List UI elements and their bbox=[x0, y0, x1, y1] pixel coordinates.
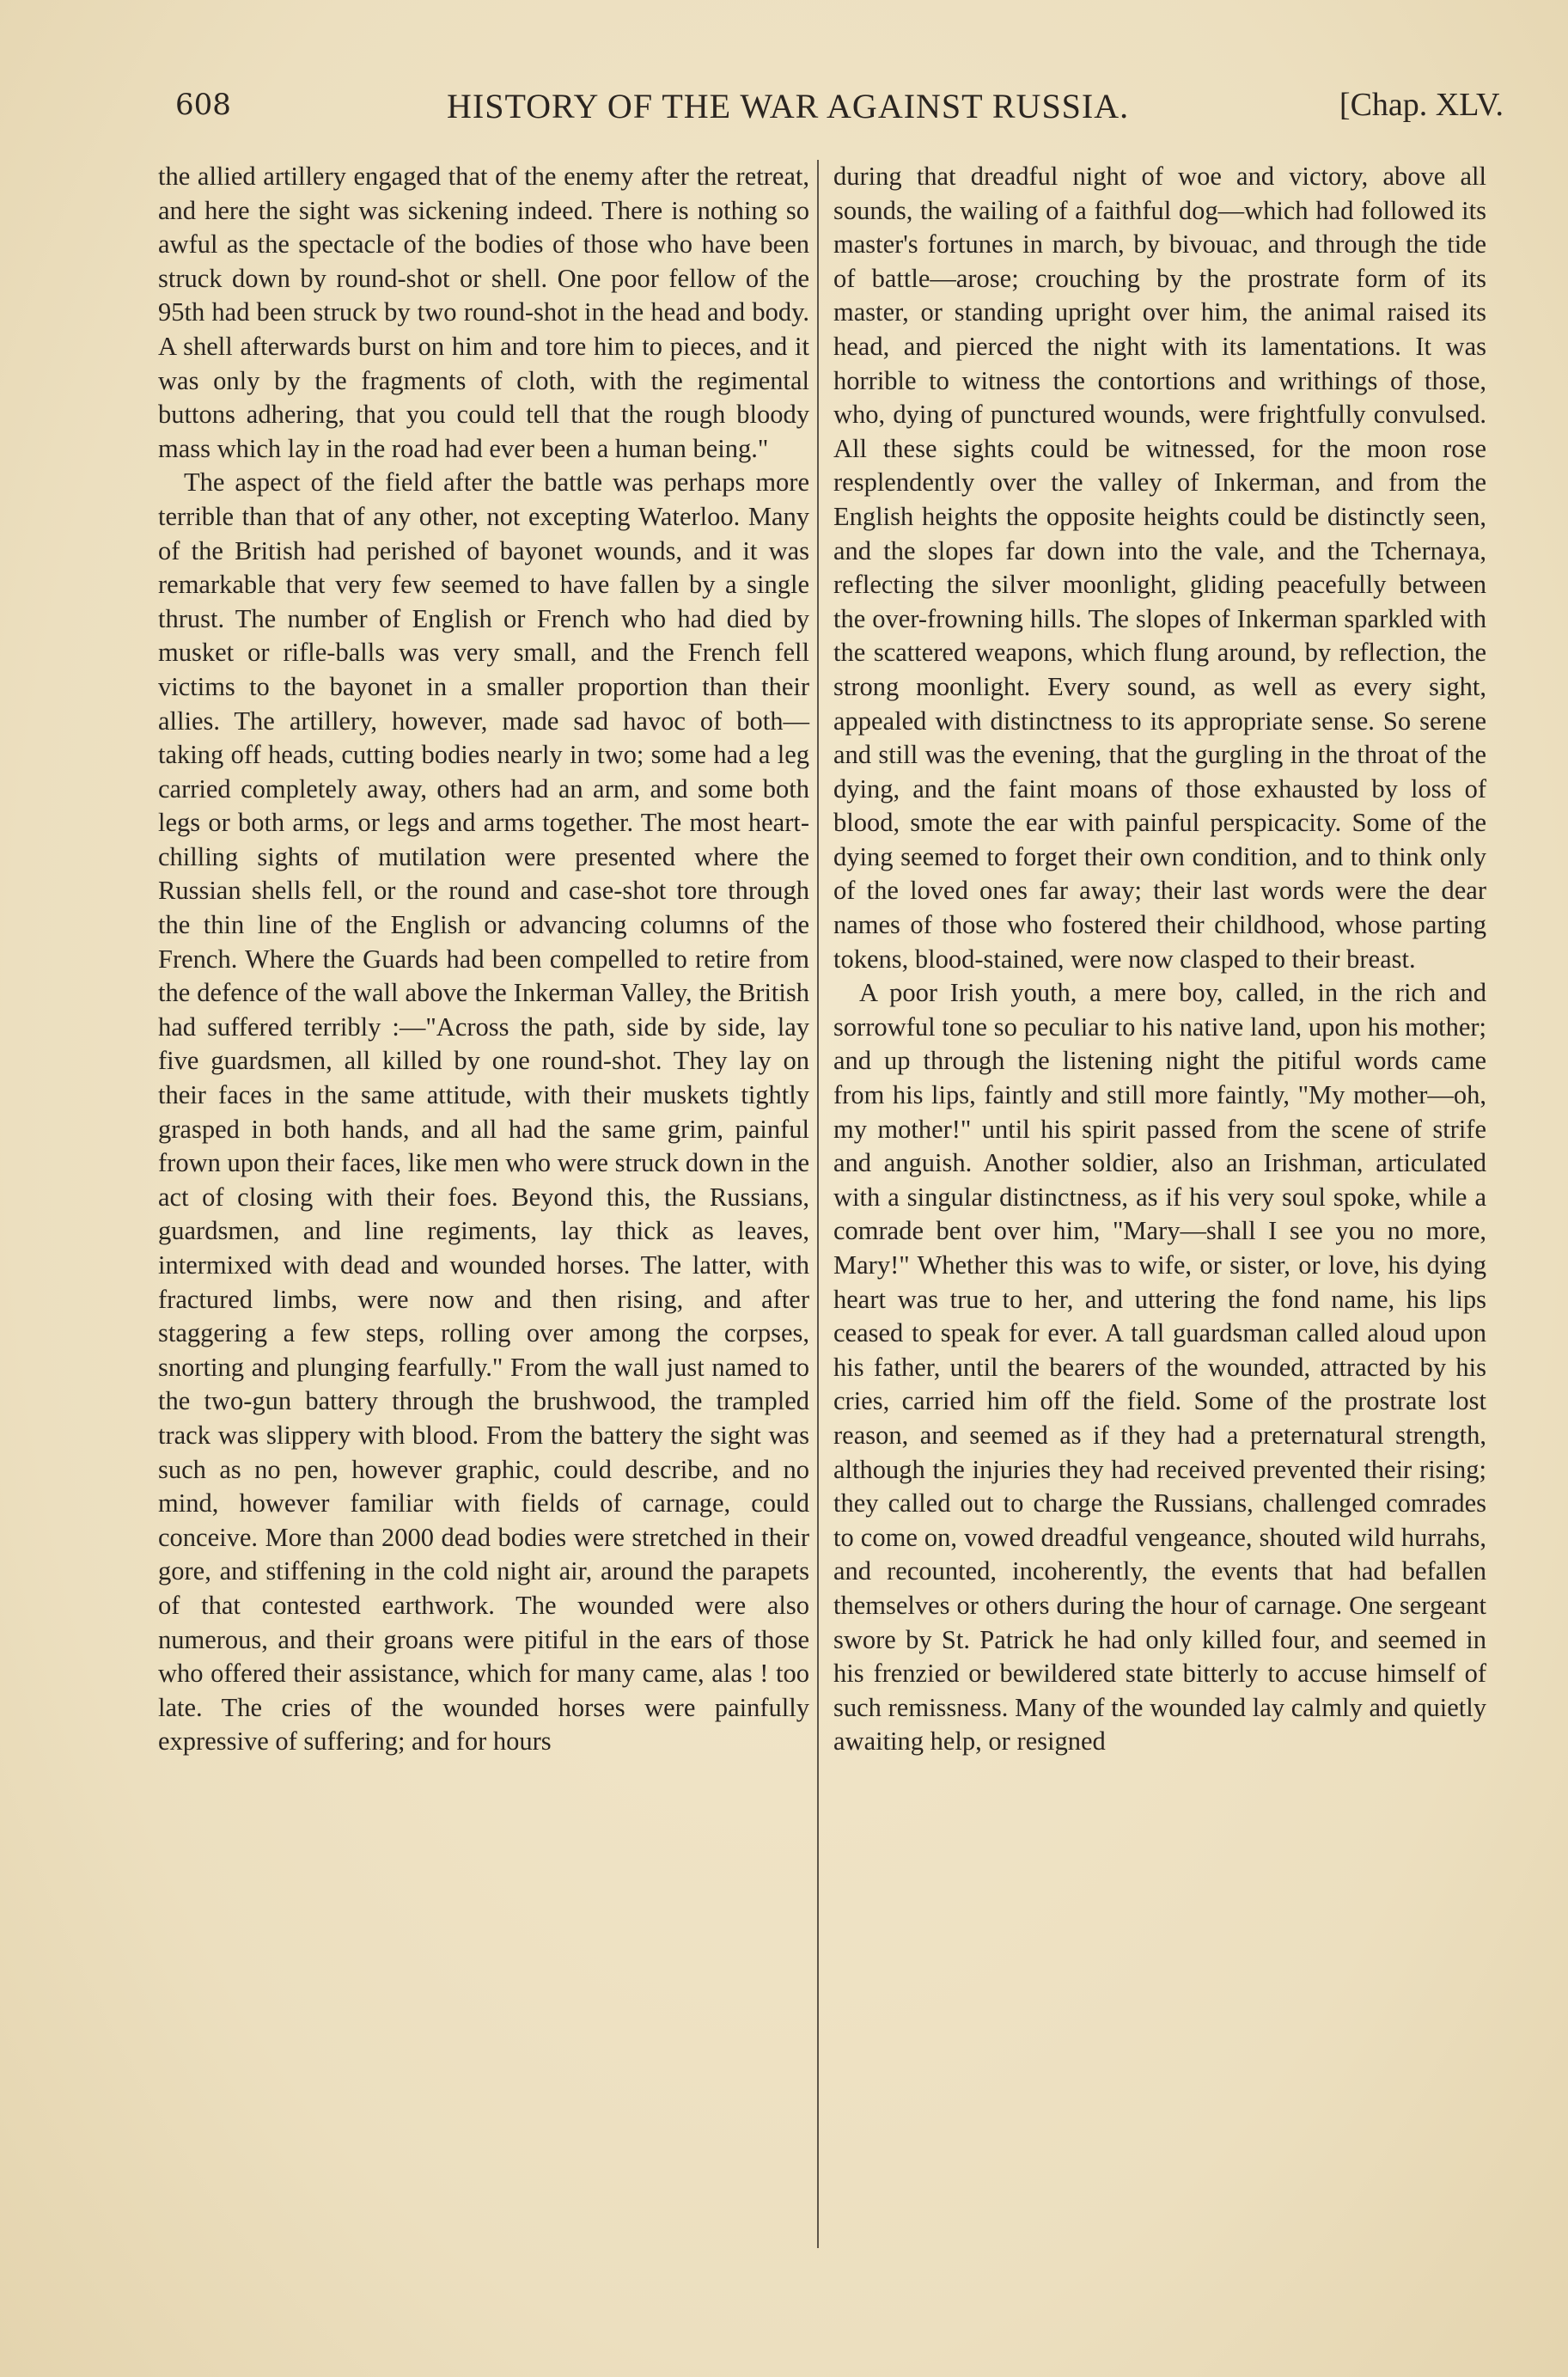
running-title: HISTORY OF THE WAR AGAINST RUSSIA. bbox=[447, 87, 1130, 125]
column-divider bbox=[817, 160, 819, 2248]
running-header bbox=[163, 76, 1504, 136]
paragraph: The aspect of the field after the battle was perhaps more terrible than that of any other, not excepting Waterloo. Many of the British had perished of bayonet wounds, and it was remarkable that very few seemed to have fallen by a single thrust. The number of English or French who had died by musket or rifle-balls was very small, and the French fell victims to the bayonet in a smaller proportion than their allies. The artillery, however, made sad havoc of both—taking off heads, cutting bodies nearly in two; some had a leg carried completely away, others had an arm, and some both legs or both arms, or legs and arms together. The most heart-chilling sights of mutilation were presented where the Russian shells fell, or the round and case-shot tore through the thin line of the English or advancing columns of the French. Where the Guards had been compelled to retire from the defence of the wall above the Inkerman Valley, the British had suffered terribly :—"Across the path, side by side, lay five guardsmen, all killed by one round-shot. They lay on their faces in the same attitude, with their muskets tightly grasped in both hands, and all had the same grim, painful frown upon their faces, like men who were struck down in the act of closing with their foes. Beyond this, the Russians, guardsmen, and line regiments, lay thick as leaves, intermixed with dead and wounded horses. The latter, with fractured limbs, were now and then rising, and after staggering a few steps, rolling over among the corpses, snorting and plunging fearfully." From the wall just named to the two-gun battery through the brushwood, the trampled track was slippery with blood. From the battery the sight was such as no pen, however graphic, could describe, and no mind, however familiar with fields of carnage, could conceive. More than 2000 dead bodies were stretched in their gore, and stiffening in the cold night air, around the parapets of that contested earthwork. The wounded were also numerous, and their groans were pitiful in the ears of those who offered their assistance, which for many came, alas ! too late. The cries of the wounded horses were painfully expressive of suffering; and for hours bbox=[158, 467, 809, 1757]
left-column bbox=[158, 160, 809, 1759]
paragraph: A poor Irish youth, a mere boy, called, in the rich and sorrowful tone so peculiar to his native land, upon his mother; and up through the listening night the pitiful words came from his lips, faintly and still more faintly, "My mother—oh, my mother!" until his spirit passed from the scene of strife and anguish. Another soldier, also an Irishman, articulated with a singular distinctness, as if his very soul spoke, while a comrade bent over him, "Mary—shall I see you no more, Mary!" Whether this was to wife, or sister, or love, his dying heart was true to her, and uttering the fond name, his lips ceased to speak for ever. A tall guardsman called aloud upon his father, until the bearers of the wounded, attracted by his cries, carried him off the field. Some of the prostrate lost reason, and seemed as if they had a preternatural strength, although the injuries they had received prevented their rising; they called out to charge the Russians, challenged comrades to come on, vowed dreadful vengeance, shouted wild hurrahs, and recounted, incoherently, the events that had befallen themselves or others during the hour of carnage. One sergeant swore by St. Patrick he had only killed four, and seemed in his frenzied or bewildered state bitterly to accuse himself of such remissness. Many of the wounded lay calmly and quietly awaiting help, or resigned bbox=[833, 978, 1486, 1757]
chapter-label: [Chap. XLV. bbox=[1339, 87, 1504, 123]
paragraph: during that dreadful night of woe and victory, above all sounds, the wailing of a faithful dog—which had followed its master's fortunes in march, by bivouac, and through the tide of battle—arose; crouching by the prostrate form of its master, or standing upright over him, the animal raised its head, and pierced the night with its lamentations. It was horrible to witness the contortions and writhings of those, who, dying of punctured wounds, were frightfully convulsed. All these sights could be witnessed, for the moon rose resplendently over the valley of Inkerman, and from the English heights the opposite heights could be distinctly seen, and the slopes far down into the vale, and the Tchernaya, reflecting the silver moonlight, gliding peacefully between the over-frowning hills. The slopes of Inkerman sparkled with the scattered weapons, which flung around, by reflection, the strong moonlight. Every sound, as well as every sight, appealed with distinctness to its appropriate sense. So serene and still was the evening, that the gurgling in the throat of the dying, and the faint moans of those exhausted by loss of blood, smote the ear with painful perspicacity. Some of the dying seemed to forget their own condition, and to think only of the loved ones far away; their last words were the dear names of those who fostered their childhood, whose parting tokens, blood-stained, were now clasped to their breast. bbox=[833, 162, 1486, 974]
paragraph: the allied artillery engaged that of the enemy after the retreat, and here the sight was sickening indeed. There is nothing so awful as the spectacle of the bodies of those who have been struck down by round-shot or shell. One poor fellow of the 95th had been struck by two round-shot in the head and body. A shell afterwards burst on him and tore him to pieces, and it was only by the fragments of cloth, with the regimental buttons adhering, that you could tell that the rough bloody mass which lay in the road had ever been a human being." bbox=[158, 162, 809, 463]
page-number: 608 bbox=[175, 88, 231, 122]
right-column bbox=[833, 160, 1486, 1759]
